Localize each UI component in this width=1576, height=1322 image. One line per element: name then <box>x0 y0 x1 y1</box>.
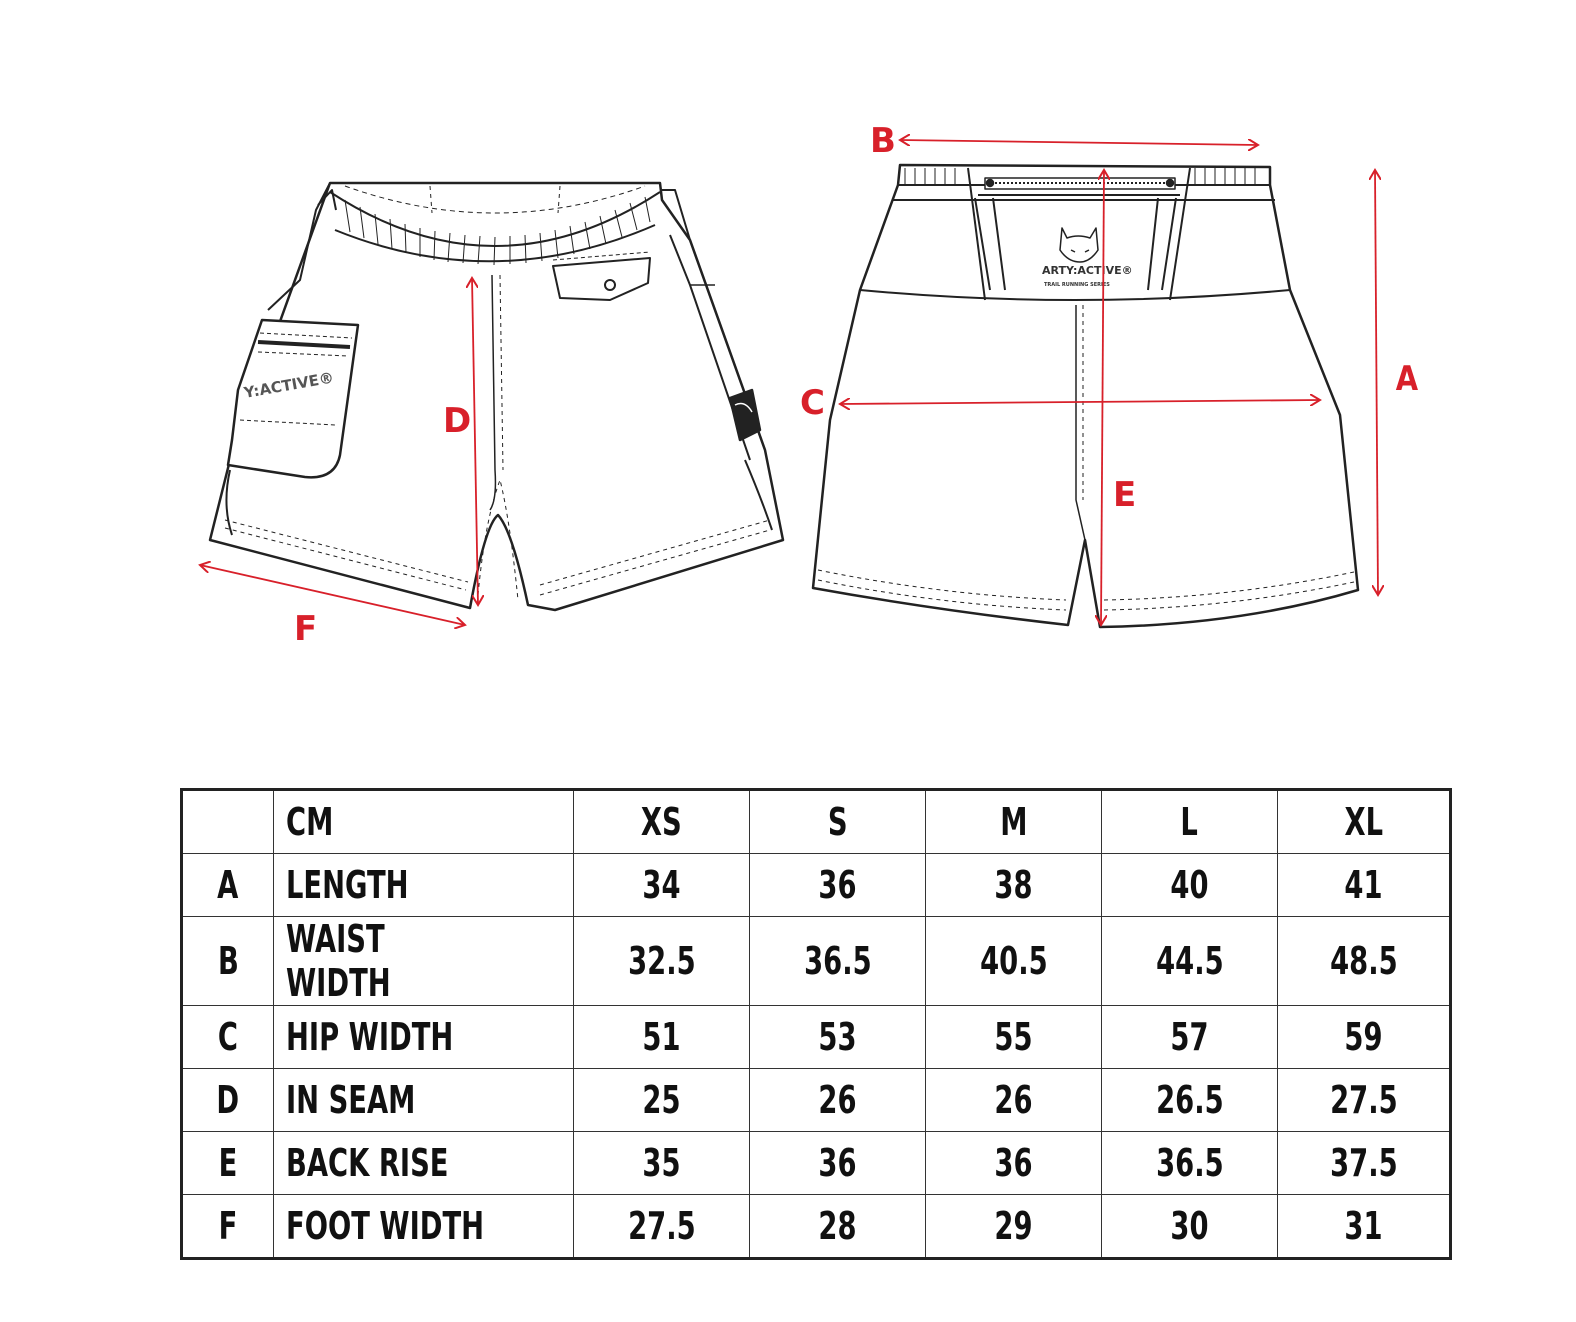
row-value-cell-text: 36 <box>994 1141 1033 1185</box>
table-row <box>182 1195 1451 1259</box>
row-value-cell-text: 35 <box>642 1141 681 1185</box>
row-name-cell-text: IN SEAM <box>286 1078 416 1122</box>
size-header-xl <box>1278 790 1451 854</box>
label-c: C <box>800 383 825 423</box>
row-value-cell <box>926 854 1102 917</box>
row-code-cell-text: A <box>217 863 239 907</box>
row-code-cell <box>182 1132 274 1195</box>
row-value-cell <box>1278 1069 1451 1132</box>
size-header-l <box>1102 790 1278 854</box>
row-value-cell-text: 55 <box>994 1015 1033 1059</box>
size-chart-body <box>182 790 1451 1259</box>
row-name-cell <box>274 1132 574 1195</box>
row-value-cell <box>1102 1069 1278 1132</box>
row-name-cell-text: WAIST WIDTH <box>286 917 391 1005</box>
table-row <box>182 1069 1451 1132</box>
row-name-cell-text: HIP WIDTH <box>286 1015 454 1059</box>
row-code-cell-text: F <box>218 1204 238 1248</box>
row-value-cell-text: 57 <box>1170 1015 1209 1059</box>
size-header-text: XL <box>1344 800 1383 844</box>
row-code-cell <box>182 1195 274 1259</box>
table-row <box>182 1006 1451 1069</box>
row-name-cell-text: FOOT WIDTH <box>286 1204 485 1248</box>
row-name-cell-text: BACK RISE <box>286 1141 449 1185</box>
row-name-cell-text: LENGTH <box>286 863 409 907</box>
back-view-shorts <box>813 165 1358 627</box>
row-value-cell-text: 40.5 <box>979 939 1048 983</box>
row-value-cell <box>1102 917 1278 1006</box>
row-value-cell <box>1278 1195 1451 1259</box>
label-a: A <box>1395 359 1419 399</box>
row-value-cell <box>750 917 926 1006</box>
row-value-cell <box>750 1006 926 1069</box>
row-value-cell <box>1102 854 1278 917</box>
row-value-cell-text: 59 <box>1344 1015 1383 1059</box>
size-header-m <box>926 790 1102 854</box>
row-value-cell-text: 30 <box>1170 1204 1209 1248</box>
unit-header-text: CM <box>286 800 334 844</box>
measure-line-a <box>1375 170 1378 595</box>
row-value-cell-text: 28 <box>818 1204 857 1248</box>
row-value-cell-text: 32.5 <box>627 939 696 983</box>
row-value-cell <box>574 1006 750 1069</box>
row-value-cell-text: 36.5 <box>803 939 872 983</box>
row-value-cell-text: 26 <box>994 1078 1033 1122</box>
row-value-cell-text: 41 <box>1344 863 1383 907</box>
label-d: D <box>443 401 472 441</box>
row-value-cell-text: 29 <box>994 1204 1033 1248</box>
row-name-cell <box>274 1195 574 1259</box>
row-value-cell <box>574 1195 750 1259</box>
row-code-cell-text: B <box>217 939 239 983</box>
row-value-cell <box>574 1132 750 1195</box>
measure-line-b <box>900 140 1258 145</box>
row-value-cell <box>1278 1006 1451 1069</box>
row-value-cell <box>750 1132 926 1195</box>
size-header-text: XS <box>641 800 682 844</box>
row-value-cell-text: 26 <box>818 1078 857 1122</box>
row-value-cell-text: 48.5 <box>1329 939 1398 983</box>
row-value-cell <box>574 917 750 1006</box>
row-name-cell <box>274 917 574 1006</box>
row-value-cell <box>1278 1132 1451 1195</box>
row-value-cell-text: 27.5 <box>627 1204 696 1248</box>
row-value-cell-text: 36 <box>818 1141 857 1185</box>
front-pocket-brand-text: Y:ACTIVE® <box>242 368 336 402</box>
row-value-cell-text: 34 <box>642 863 681 907</box>
row-value-cell-text: 31 <box>1344 1204 1383 1248</box>
table-row <box>182 1132 1451 1195</box>
row-name-cell <box>274 854 574 917</box>
label-b: B <box>870 121 896 161</box>
row-value-cell <box>750 1069 926 1132</box>
row-code-cell-text: E <box>218 1141 238 1185</box>
row-value-cell <box>750 1195 926 1259</box>
row-value-cell-text: 27.5 <box>1329 1078 1398 1122</box>
row-code-cell <box>182 917 274 1006</box>
row-code-cell <box>182 1006 274 1069</box>
row-value-cell-text: 40 <box>1170 863 1209 907</box>
row-code-cell <box>182 1069 274 1132</box>
row-value-cell-text: 44.5 <box>1155 939 1224 983</box>
row-code-cell-text: C <box>217 1015 239 1059</box>
row-value-cell-text: 37.5 <box>1329 1141 1398 1185</box>
table-header-row <box>182 790 1451 854</box>
size-header-xs <box>574 790 750 854</box>
size-header-text: M <box>999 800 1028 844</box>
back-brand-text: ARTY:ACTIVE® <box>1042 264 1133 277</box>
row-value-cell <box>926 917 1102 1006</box>
row-name-cell <box>274 1006 574 1069</box>
row-name-cell <box>274 1069 574 1132</box>
row-value-cell-text: 53 <box>818 1015 857 1059</box>
row-value-cell <box>926 1132 1102 1195</box>
row-value-cell <box>1102 1006 1278 1069</box>
row-value-cell <box>926 1195 1102 1259</box>
size-header-text: S <box>827 800 848 844</box>
row-value-cell <box>1278 917 1451 1006</box>
back-brand-subtext: TRAIL RUNNING SERIES <box>1044 282 1110 288</box>
size-chart-table <box>180 788 1452 1260</box>
size-header-text: L <box>1180 800 1199 844</box>
row-value-cell <box>1102 1132 1278 1195</box>
label-e: E <box>1113 475 1137 515</box>
row-value-cell <box>926 1069 1102 1132</box>
front-view-shorts <box>210 183 783 610</box>
row-value-cell <box>1278 854 1451 917</box>
size-header-s <box>750 790 926 854</box>
row-code-cell <box>182 854 274 917</box>
row-value-cell-text: 25 <box>642 1078 681 1122</box>
row-code-cell-text: D <box>216 1078 240 1122</box>
row-value-cell <box>926 1006 1102 1069</box>
row-value-cell <box>750 854 926 917</box>
row-value-cell-text: 38 <box>994 863 1033 907</box>
row-value-cell-text: 36 <box>818 863 857 907</box>
header-corner-cell <box>182 790 274 854</box>
table-row <box>182 917 1451 1006</box>
unit-header <box>274 790 574 854</box>
row-value-cell-text: 26.5 <box>1155 1078 1224 1122</box>
row-value-cell <box>574 854 750 917</box>
row-value-cell-text: 36.5 <box>1155 1141 1224 1185</box>
label-f: F <box>294 609 318 649</box>
table-row <box>182 854 1451 917</box>
row-value-cell-text: 51 <box>642 1015 681 1059</box>
row-value-cell <box>574 1069 750 1132</box>
row-value-cell <box>1102 1195 1278 1259</box>
